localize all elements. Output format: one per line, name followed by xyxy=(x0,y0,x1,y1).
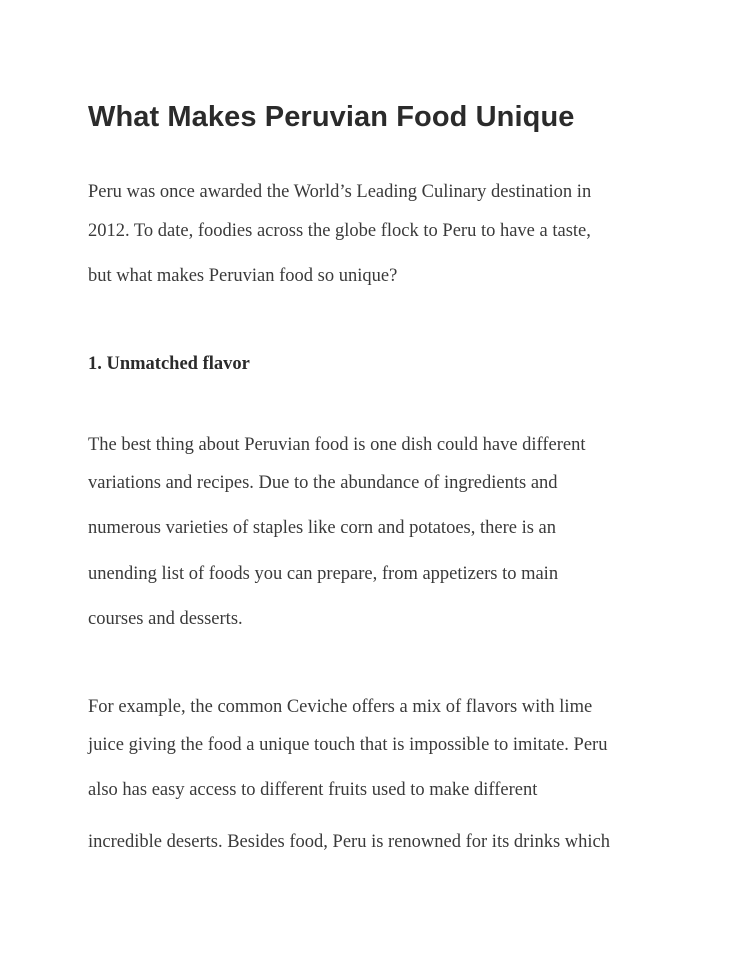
article-title: What Makes Peruvian Food Unique xyxy=(88,101,575,133)
intro-line: but what makes Peruvian food so unique? xyxy=(88,266,398,286)
paragraph-line: numerous varieties of staples like corn and potatoes, there is an xyxy=(88,518,557,538)
paragraph-line: also has easy access to different fruits used to make different xyxy=(88,780,538,800)
paragraph-line: incredible deserts. Besides food, Peru is renowned for its drinks which xyxy=(88,832,611,852)
paragraph-line: juice giving the food a unique touch that is impossible to imitate. Peru xyxy=(88,735,608,755)
paragraph-line: For example, the common Ceviche offers a mix of flavors with lime xyxy=(88,697,593,717)
paragraph-line: unending list of foods you can prepare, from appetizers to main xyxy=(88,564,559,584)
section-heading: 1. Unmatched flavor xyxy=(88,354,250,374)
intro-line: Peru was once awarded the World’s Leading Culinary destination in xyxy=(88,182,592,202)
paragraph-line: courses and desserts. xyxy=(88,609,243,629)
paragraph-line: variations and recipes. Due to the abundance of ingredients and xyxy=(88,473,558,493)
intro-line: 2012. To date, foodies across the globe flock to Peru to have a taste, xyxy=(88,221,591,241)
paragraph-line: The best thing about Peruvian food is one dish could have different xyxy=(88,435,586,455)
